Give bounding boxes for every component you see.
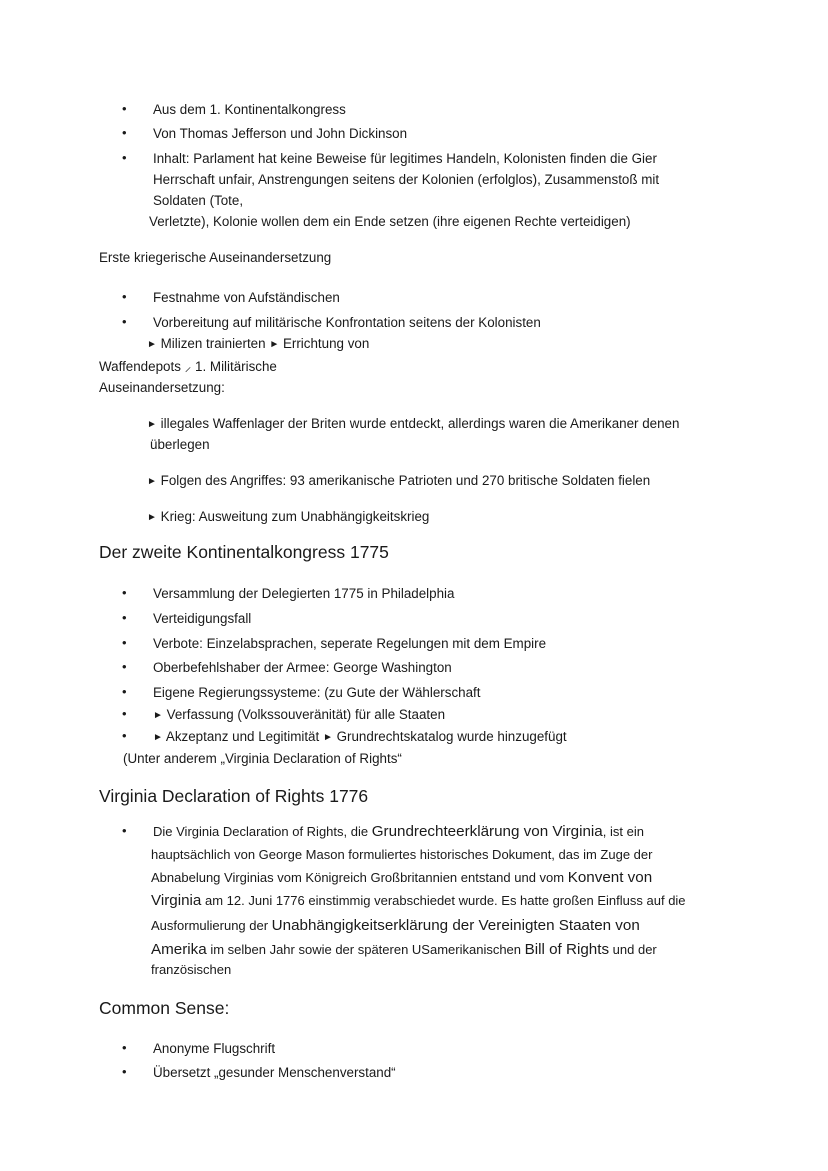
arrow-icon: ► (269, 339, 280, 350)
list-item: Anonyme Flugschrift (153, 1041, 276, 1056)
arrow-item: ► Krieg: Ausweitung zum Unabhängigkeitskrieg (147, 509, 430, 524)
bullet-marker: • (122, 150, 127, 165)
list-item-continuation: Verletzte), Kolonie wollen dem ein Ende setzen (ihre eigenen Rechte verteidigen) (149, 214, 631, 229)
list-item: ► Verfassung (Volkssouveränität) für alle Staaten (153, 707, 446, 722)
list-item: Übersetzt „gesunder Menschenverstand“ (153, 1065, 396, 1080)
note-line: (Unter anderem „Virginia Declaration of Rights“ (123, 751, 402, 766)
arrow-icon: ► (147, 419, 157, 430)
bullet-marker: • (122, 314, 127, 329)
arrow-item-continuation: überlegen (150, 437, 210, 452)
paragraph-line: Ausformulierung der Unabhängigkeitserklärung der Vereinigten Staaten von (151, 917, 640, 934)
text-line: Auseinandersetzung: (99, 380, 225, 395)
paragraph-line: Virginia am 12. Juni 1776 einstimmig verabschiedet wurde. Es hatte großen Einfluss auf die (151, 892, 686, 909)
bullet-marker: • (122, 684, 127, 699)
list-item: Inhalt: Parlament hat keine Beweise für legitimes Handeln, Kolonisten finden die Gier (153, 151, 657, 166)
bullet-marker: • (122, 706, 127, 721)
bullet-marker: • (122, 125, 127, 140)
bullet-marker: • (122, 659, 127, 674)
section-heading: Common Sense: (99, 998, 230, 1018)
arrow-icon: ► (153, 732, 163, 743)
arrow-item: ► Folgen des Angriffes: 93 amerikanische Patrioten und 270 britische Soldaten fielen (147, 473, 651, 488)
section-heading: Der zweite Kontinentalkongress 1775 (99, 542, 389, 562)
list-item: ► Akzeptanz und Legitimität ► Grundrechtskatalog wurde hinzugefügt (153, 729, 567, 744)
arrow-icon: ► (322, 732, 333, 743)
arrow-icon: ► (147, 512, 157, 523)
arrow-icon: ► (147, 339, 157, 350)
bullet-marker: • (122, 1064, 127, 1079)
arrow-icon: ► (153, 710, 163, 721)
paragraph-line: Amerika im selben Jahr sowie der späteren USamerikanischen Bill of Rights und der (151, 941, 657, 958)
arrow-icon: ► (147, 476, 157, 487)
list-item: Eigene Regierungssysteme: (zu Gute der Wählerschaft (153, 685, 481, 700)
bullet-marker: • (122, 610, 127, 625)
list-item-continuation: Herrschaft unfair, Anstrengungen seitens der Kolonien (erfolglos), Zusammenstoß mit (153, 172, 660, 187)
list-item: Aus dem 1. Kontinentalkongress (153, 102, 346, 117)
bullet-marker: • (122, 728, 127, 743)
list-item: Von Thomas Jefferson und John Dickinson (153, 126, 408, 141)
arrow-item: ► illegales Waffenlager der Briten wurde entdeckt, allerdings waren die Amerikaner denen (147, 416, 680, 431)
bullet-marker: • (122, 101, 127, 116)
list-item: Oberbefehlshaber der Armee: George Washington (153, 660, 452, 675)
list-item: Festnahme von Aufständischen (153, 290, 340, 305)
list-item: Versammlung der Delegierten 1775 in Philadelphia (153, 586, 455, 601)
list-item: Verbote: Einzelabsprachen, seperate Regelungen mit dem Empire (153, 636, 547, 651)
paragraph-line: französischen (151, 962, 232, 977)
list-item: Verteidigungsfall (153, 611, 252, 626)
paragraph-line: hauptsächlich von George Mason formuliertes historisches Dokument, das im Zuge der (151, 847, 653, 862)
arrow-line: ► Milizen trainierten ► Errichtung von (147, 336, 370, 351)
text-line: Waffendepots ⸝ 1. Militärische (99, 359, 277, 374)
bullet-marker: • (122, 1040, 127, 1055)
bullet-marker: • (122, 823, 127, 838)
section-heading: Erste kriegerische Auseinandersetzung (99, 250, 332, 265)
paragraph-line: Die Virginia Declaration of Rights, die Grundrechteerklärung von Virginia, ist ein (153, 823, 644, 840)
bullet-marker: • (122, 585, 127, 600)
section-heading: Virginia Declaration of Rights 1776 (99, 786, 369, 806)
bullet-marker: • (122, 635, 127, 650)
list-item-continuation: Soldaten (Tote, (153, 193, 244, 208)
bullet-marker: • (122, 289, 127, 304)
paragraph-line: Abnabelung Virginias vom Königreich Großbritannien entstand und vom Konvent von (151, 869, 653, 886)
list-item: Vorbereitung auf militärische Konfrontation seitens der Kolonisten (153, 315, 541, 330)
